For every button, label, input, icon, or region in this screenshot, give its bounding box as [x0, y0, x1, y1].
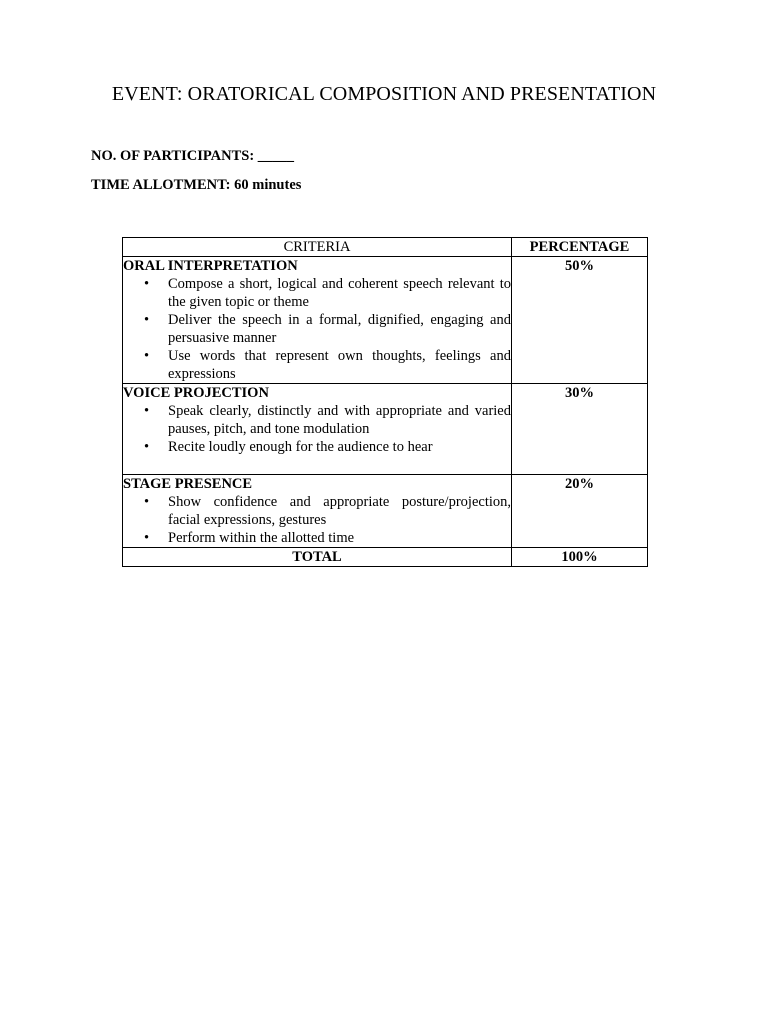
percentage-cell: 50%	[512, 257, 648, 384]
total-value: 100%	[512, 548, 648, 567]
page-title: EVENT: ORATORICAL COMPOSITION AND PRESENTATION	[111, 83, 657, 105]
section-heading: ORAL INTERPRETATION	[123, 258, 298, 274]
list-item: • Deliver the speech in a formal, dignified, engaging and persuasive manner	[168, 311, 511, 347]
criteria-cell	[123, 257, 512, 384]
list-item: • Show confidence and appropriate posture/projection, facial expressions, gestures	[168, 493, 511, 529]
time-allotment-line: TIME ALLOTMENT: 60 minutes	[91, 177, 302, 193]
list-item: • Recite loudly enough for the audience to hear	[168, 438, 511, 456]
percentage-cell: 30%	[512, 384, 648, 475]
criteria-list	[123, 275, 511, 383]
participants-line: NO. OF PARTICIPANTS: _____	[91, 148, 295, 164]
table-row	[123, 384, 648, 475]
criteria-cell	[123, 475, 512, 548]
list-item: • Use words that represent own thoughts, feelings and expressions	[168, 347, 511, 383]
section-heading: VOICE PROJECTION	[123, 385, 269, 401]
list-item: • Perform within the allotted time	[168, 529, 511, 547]
total-label: TOTAL	[123, 548, 512, 567]
criteria-list	[123, 402, 511, 456]
table-row	[123, 257, 648, 384]
section-heading: STAGE PRESENCE	[123, 476, 253, 492]
percentage-cell: 20%	[512, 475, 648, 548]
list-item: • Speak clearly, distinctly and with appropriate and varied pauses, pitch, and tone modulation	[168, 402, 511, 438]
total-row	[123, 548, 648, 567]
criteria-list	[123, 493, 511, 547]
percentage-header: PERCENTAGE	[512, 238, 648, 257]
table-row	[123, 475, 648, 548]
list-item: • Compose a short, logical and coherent speech relevant to the given topic or theme	[168, 275, 511, 311]
criteria-table	[122, 237, 648, 567]
criteria-header: CRITERIA	[123, 238, 512, 257]
criteria-cell	[123, 384, 512, 475]
table-header-row	[123, 238, 648, 257]
